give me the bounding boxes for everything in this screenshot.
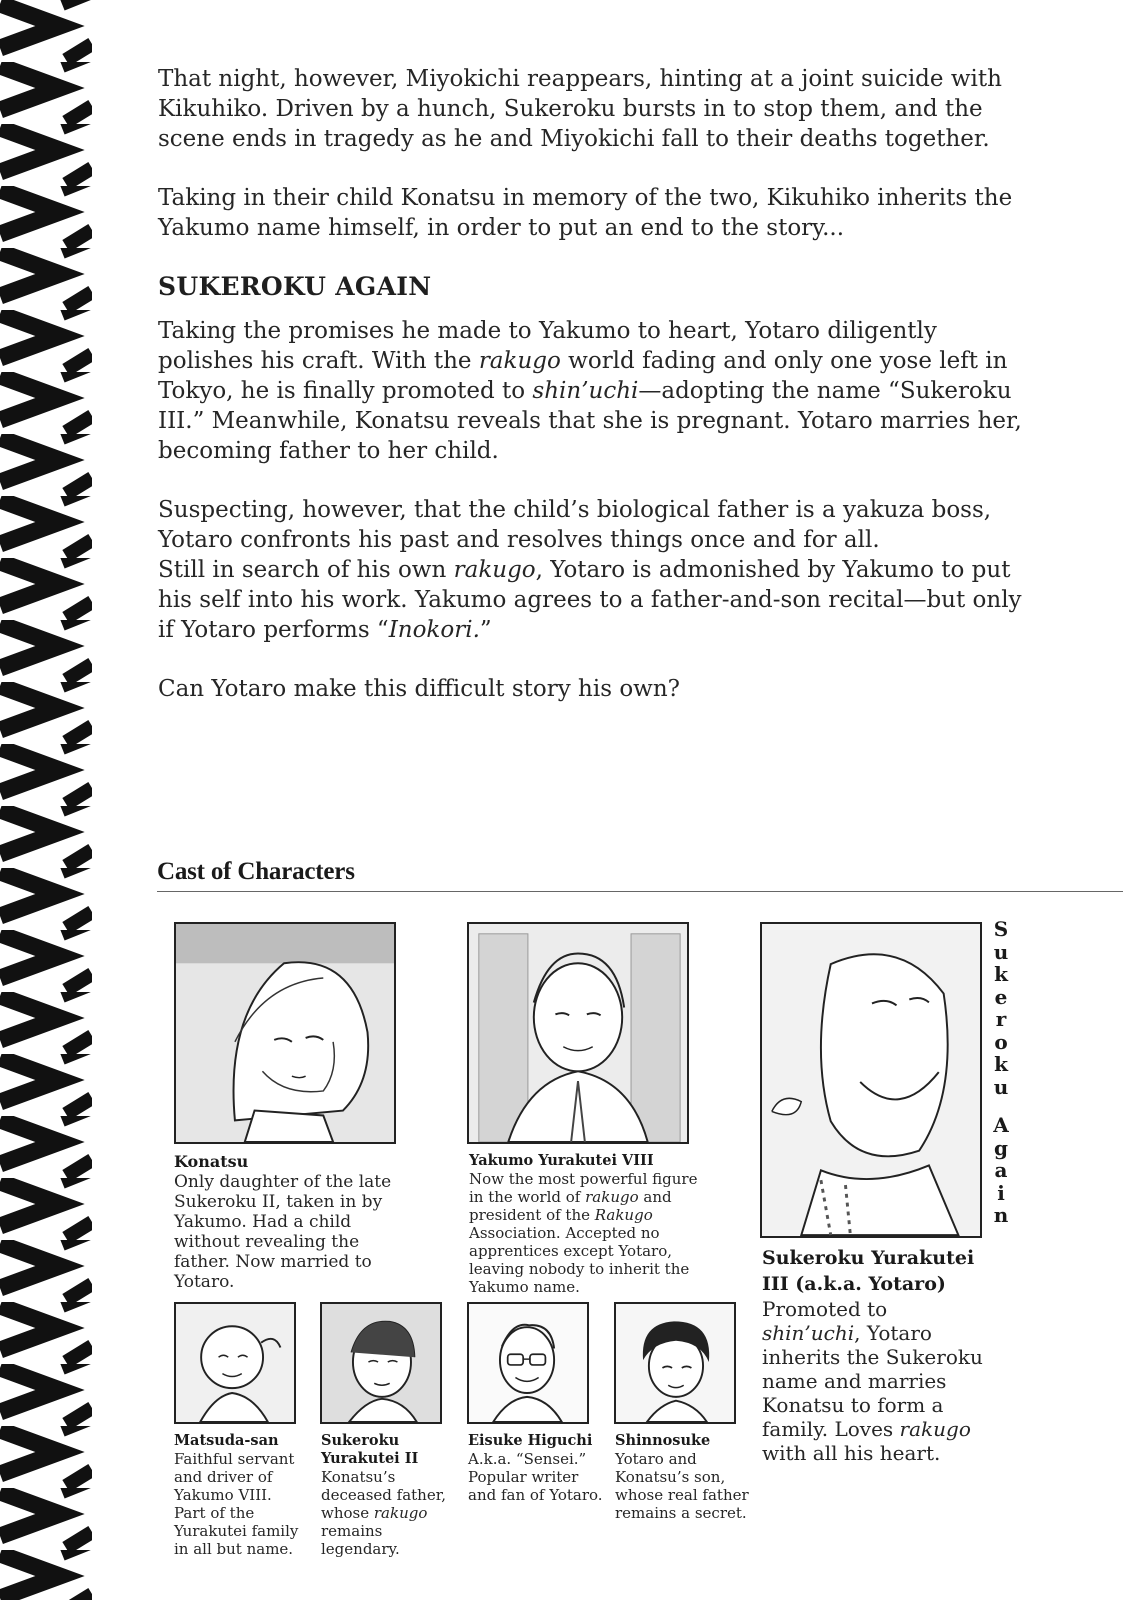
synopsis-paragraph-2: Taking in their child Konatsu in memory of the two, Kikuhiko inherits the Yakumo name himself, in order to put an end to the story... — [158, 185, 1013, 241]
vertical-title: S u k e r o k u A g a i n — [993, 917, 1009, 1227]
yakumo-portrait — [467, 922, 689, 1144]
shinnosuke-name: Shinnosuke — [615, 1432, 711, 1449]
eisuke-portrait — [467, 1302, 589, 1424]
cast-divider — [157, 891, 1123, 892]
section-heading: SUKEROKU AGAIN — [158, 272, 432, 301]
synopsis-paragraph-1: That night, however, Miyokichi reappears, hinting at a joint suicide with Kikuhiko. Driven by a hunch, Sukeroku bursts in to stop them, and the scene ends in tragedy as he and Miyokichi fall to their deaths together. — [158, 66, 1002, 152]
yakumo-name: Yakumo Yurakutei VIII — [469, 1152, 654, 1169]
synopsis-paragraph-3: Taking the promises he made to Yakumo to heart, Yotaro diligently polishes his craft. With the rakugo world fading and only one yose left in Tokyo, he is finally promoted to shin’uchi—adopting the name “Sukeroku III.” Meanwhile, Konatsu reveals that she is pregnant. Yotaro marries her, becoming father to her child. — [158, 318, 1022, 464]
shinnosuke-portrait — [614, 1302, 736, 1424]
sukeroku-iii-description: Promoted to shin’uchi, Yotaro inherits the Sukeroku name and marries Konatsu to form a family. Loves rakugo with all his heart. — [762, 1297, 983, 1465]
konatsu-portrait — [174, 922, 396, 1144]
matsuda-name: Matsuda-san — [174, 1432, 279, 1449]
matsuda-portrait — [174, 1302, 296, 1424]
yakumo-description: Now the most powerful figure in the world of rakugo and president of the Rakugo Association. Accepted no apprentices except Yotaro, leaving nobody to inherit the Yakumo name. — [469, 1170, 698, 1296]
konatsu-name: Konatsu — [174, 1152, 249, 1171]
matsuda-caption — [174, 1432, 304, 1558]
sukeroku-ii-description: Konatsu’s deceased father, whose rakugo remains legendary. — [321, 1468, 446, 1558]
sukeroku-iii-caption — [762, 1245, 987, 1465]
synopsis-paragraph-6: Can Yotaro make this difficult story his own? — [158, 676, 681, 702]
sukeroku-ii-name: Sukeroku Yurakutei II — [321, 1432, 419, 1467]
shinnosuke-description: Yotaro and Konatsu’s son, whose real father remains a secret. — [615, 1450, 749, 1522]
sukeroku-iii-name: Sukeroku Yurakutei III (a.k.a. Yotaro) — [762, 1247, 975, 1295]
eisuke-description: A.k.a. “Sensei.” Popular writer and fan of Yotaro. — [468, 1450, 603, 1504]
matsuda-description: Faithful servant and driver of Yakumo VIII. Part of the Yurakutei family in all but name. — [174, 1450, 299, 1558]
cast-title: Cast of Characters — [157, 858, 355, 885]
eisuke-name: Eisuke Higuchi — [468, 1432, 593, 1449]
zigzag-border — [0, 0, 92, 1600]
sukeroku-ii-portrait — [320, 1302, 442, 1424]
synopsis-paragraph-4: Suspecting, however, that the child’s biological father is a yakuza boss, Yotaro confronts his past and resolves things once and for all. — [158, 497, 992, 553]
sukeroku-iii-portrait — [760, 922, 982, 1238]
konatsu-caption — [174, 1152, 404, 1292]
sukeroku-ii-caption — [321, 1432, 451, 1558]
synopsis — [158, 64, 1028, 733]
synopsis-paragraph-5: Still in search of his own rakugo, Yotaro is admonished by Yakumo to put his self into his work. Yakumo agrees to a father-and-son recital—but only if Yotaro performs “Inokori.” — [158, 557, 1022, 643]
yakumo-caption — [469, 1152, 699, 1296]
shinnosuke-caption — [615, 1432, 755, 1522]
konatsu-description: Only daughter of the late Sukeroku II, taken in by Yakumo. Had a child without revealing the father. Now married to Yotaro. — [174, 1172, 392, 1292]
eisuke-caption — [468, 1432, 608, 1504]
